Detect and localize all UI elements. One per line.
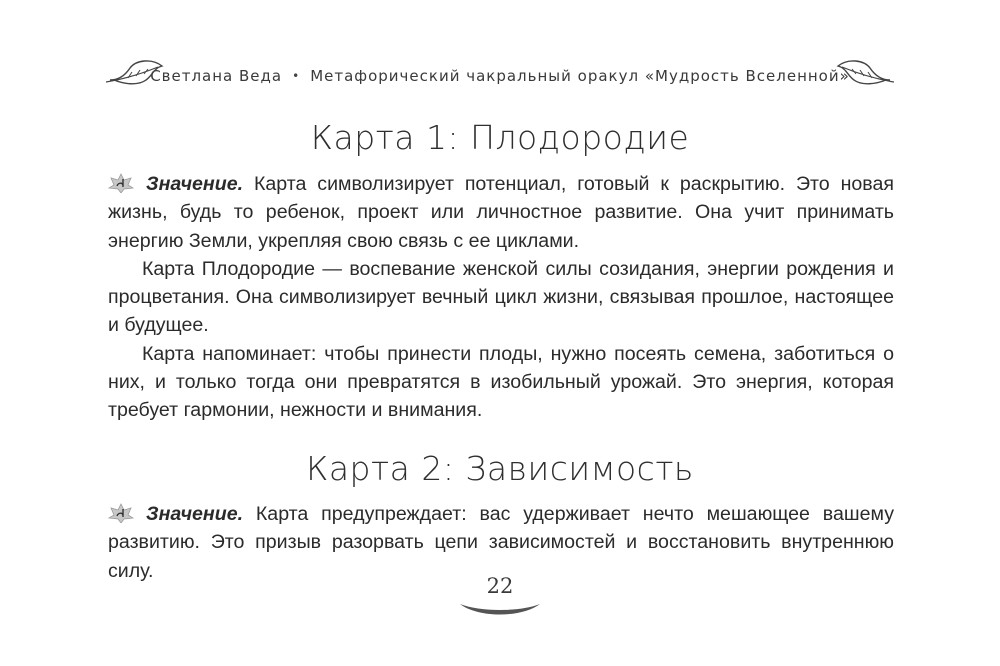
running-header [90,58,910,94]
swash-icon [458,600,542,620]
card-1-paragraph-2: Карта Плодородие — воспевание женской силы созидания, энергии рождения и процветания. Она символизирует вечный цикл жизни, связывая прошлое, настоящее и будущее. [108,257,894,337]
meaning-label: Значение. [146,173,244,195]
card-1-body [108,170,894,425]
card-2-title: Карта 2: Зависимость [306,449,694,488]
card-1-paragraph-3: Карта напоминает: чтобы принести плоды, нужно посеять семена, заботиться о них, и только тогда они превратятся в изобильный урожай. Это энергия, которая требует гармонии, нежности и внимания. [108,342,894,422]
meaning-label: Значение. [146,503,244,525]
card-2-meaning-paragraph [108,500,894,585]
card-2-body [108,500,894,585]
book-title: Метафорический чакральный оракул «Мудрость Вселенной» [310,67,850,85]
running-head-text [150,67,850,85]
meaning-text: Карта символизирует потенциал, готовый к раскрытию. Это новая жизнь, будь то ребенок, проект или личностное развитие. Она учит принимать энергию Земли, укрепляя свою связь с ее циклами. [108,173,894,252]
header-separator: • [292,69,301,83]
card-1-title: Карта 1: Плодородие [310,118,690,157]
page-number: 22 [486,574,514,598]
leaf-icon [106,58,168,88]
lotus-icon [108,503,134,523]
author-name: Светлана Веда [150,67,283,85]
card-1-meaning-paragraph [108,170,894,255]
meaning-text: Карта предупреждает: вас удерживает нечто мешающее вашему развитию. Это призыв разорвать цепи зависимостей и восстановить внутреннюю силу. [108,503,894,582]
leaf-icon [832,58,894,88]
lotus-icon [108,173,134,193]
